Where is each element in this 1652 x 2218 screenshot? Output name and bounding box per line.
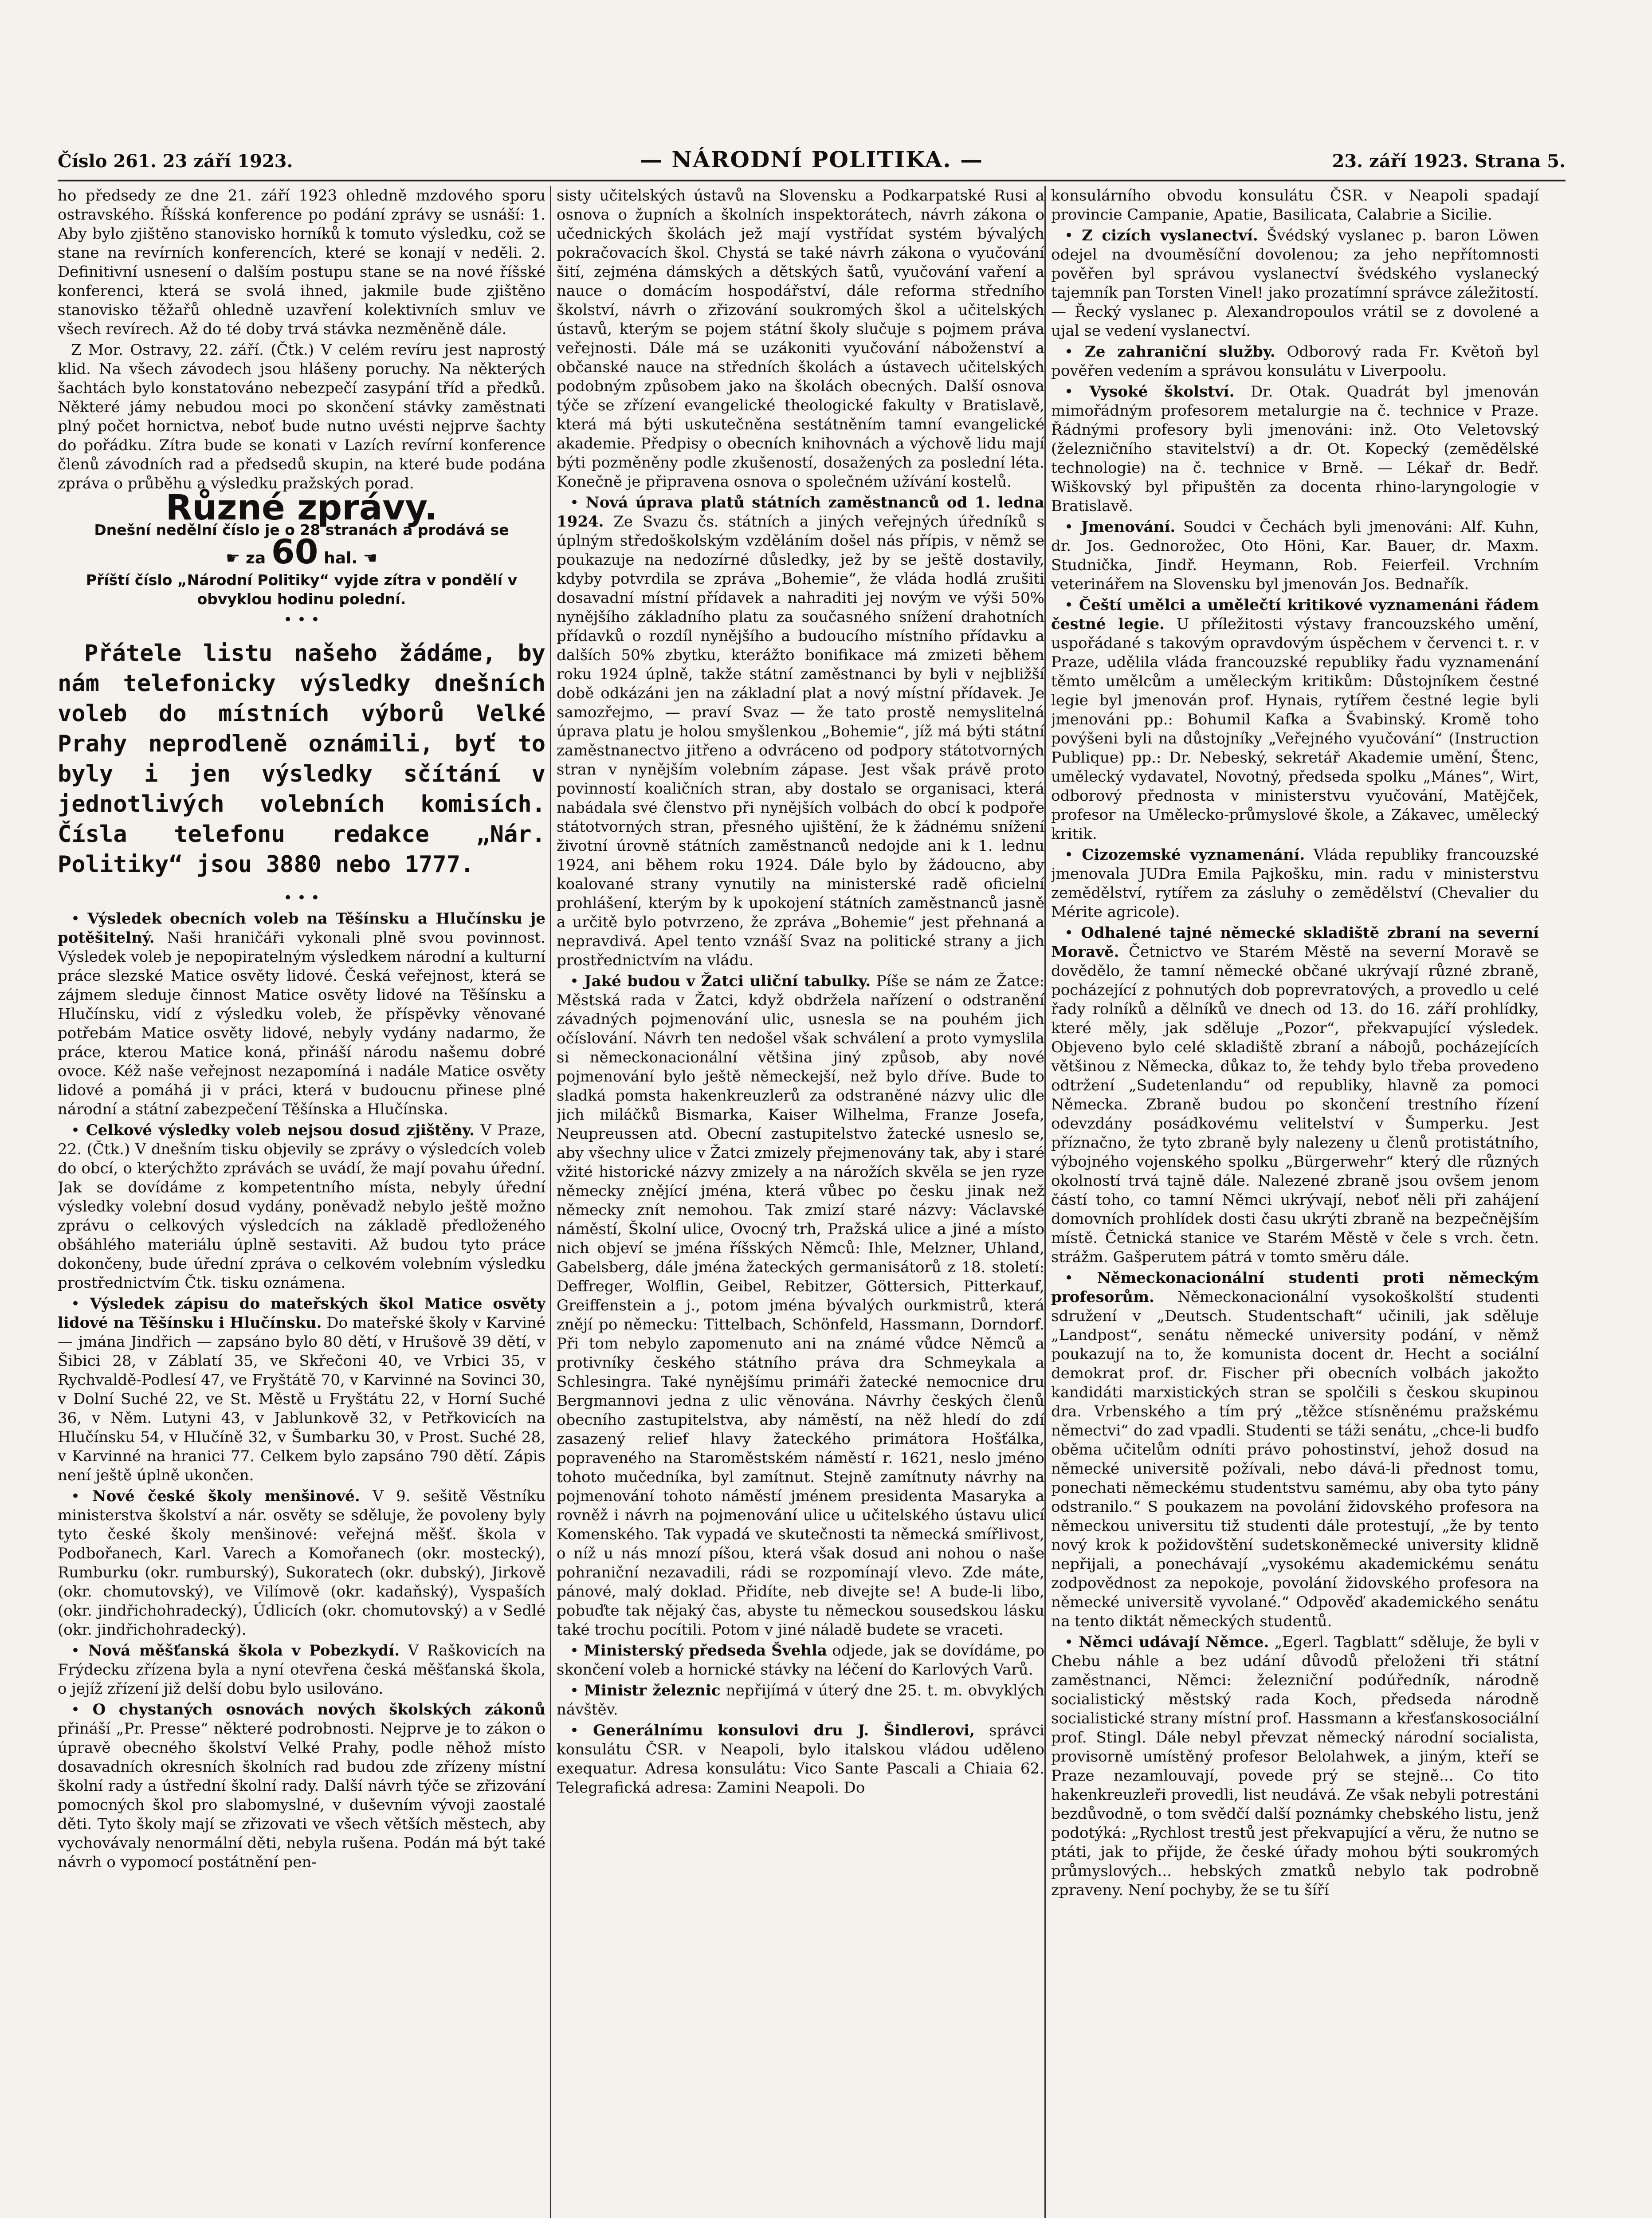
article: • Jaké budou v Žatci uliční tabulky. Píše se nám ze Žatce: Městská rada v Žatci, když obdržela nařízení o odstranění závadných pojmenování ulic, usnesla se na pouhém jich očíslování. Návrh ten nedošel však schválení a proto vymyslila si německonacionální většina jiný způsob, aby nové pojmenování bylo ještě německejší, než bylo dříve. Bude to sladká pomsta hakenkreuzlerů za odstraněné názvy ulic dle jich miláčků Bismarka, Kaiser Wilhelma, Franze Josefa, Neupreussen atd. Obecní zastupitelstvo žatecké usneslo se, aby všechny ulice v Žatci zmizely přejmenovány tak, aby i staré vžité historické názvy zmizely a na nárožích skvěla se jen ryze německy znějící jména, která vůbec po česku jinak než německy znít nemohou. Tak zmizí staré názvy: Václavské náměstí, Školní ulice, Ovocný trh, Pražská ulice a jiné a místo nich objeví se jména říšských Němců: Ihle, Melzner, Uhland, Gabelsberg, dále jména žateckých germanisátorů z 18. století: Deffreger, Wolflin, Geibel, Rebitzer, Göttersich, Pitterkauf, Greiffenstein a j., potom jména bývalých ourkmistrů, která znějí po německu: Tittelbach, Schönfeld, Hassmann, Dorndorf. Při tom nebylo zapomenuto ani na známé vůdce Němců a protivníky českého státního práva dra Schmeykala a Schlesingra. Také nynějšímu primáři žatecké nemocnice dru Bergmannovi jedna z ulic věnována. Návrhy českých členů obecního zastupitelstva, aby náměstí, na něž hledí do zdí zasazený relief hlavy žateckého primátora Hošťálka, popraveného na Staroměstském náměstí r. 1621, neslo jméno tohoto mučedníka, byl zamítnut. Stejně zamítnuty návrhy na pojmenování tohoto náměstí jménem presidenta Masaryka a rovněž i návrh na pojmenování ulice u učitelského ústavu ulicí Komenského. Tak vypadá ve skutečnosti ta německá smířlivost, o níž u nás mnozí píšou, která však dosud ani nohou o naše pohraniční nezavadili, rádi se rozpomínají vlevo. Zde máte, pánové, malý doklad. Přidíte, neb divejte se! A bude-li libo, pobuďte tak nějaký čas, abyste tu německou sousedskou lásku také trochu pocítili. Potom v jiné náladě budete se vraceti.: [557, 972, 1044, 1639]
article: • Němci udávají Němce. „Egerl. Tagblatt“ sděluje, že byli v Chebu náhle a bez udání důvodů přeloženi tři státní zaměstnanci, Němci: železniční podúředník, národně socialistický městský rada Koch, předseda národně socialistické strany místní prof. Hassmann a křesťanskosociální prof. Stingl. Dále nebyl převzat německý národní socialista, provisorně umístěný profesor Belolahwek, a jiným, kteří se Praze nezamlouvají, povede prý se stejně... Co tito hakenkreuzleři provedli, list neudává. Ze však nebyli potrestáni bezdůvodně, o tom svědčí další poznámky chebského listu, jenž podotýká: „Rychlost trestů jest překvapující a věru, že nutno se ptáti, jak to přijde, že české úřady mohou býti soukromých průmyslových... hebských zmatků nebylo tak podrobně zpraveny. Není pochyby, že se tu šíří: [1051, 1633, 1539, 1899]
article-ostrava: Z Mor. Ostravy, 22. září. (Čtk.) V celém revíru jest naprostý klid. Na všech závodech jsou hlášeny poruchy. Na některých šachtách bylo konstatováno nebezpečí zasypání tříd a předků. Některé jámy nebudou moci po skončení stávky zaměstnati plný počet hornictva, neboť bude nutno uvésti nejprve šachty do pořádku. Zítra bude se konati v Lazích revírní konference členů závodních rad a předsedů skupin, na které bude podána zpráva o průběhu a výsledku pražských porad.: [58, 341, 545, 492]
article-continuation: ho předsedy ze dne 21. září 1923 ohledně mzdového sporu ostravského. Říšská konference po podání zprávy se usnáší: 1. Aby bylo zjištěno stanovisko horníků k tomuto výsledku, což se stane na revírních konferencích, které se konají v neděli. 2. Definitivní usnesení o dalším postupu stane se na nové říšské konferenci, která se svolá ihned, jakmile bude zjištěno stanovisko těžařů ohledně uzavření kolektivních smluv ve všech revírech. Až do té doby trvá stávka nezměněně dále.: [58, 187, 545, 338]
header-rule: [58, 180, 1566, 181]
sunday-notice: Dnešní nedělní číslo je o 28 stranách a prodává se: [94, 521, 509, 539]
reader-appeal: Přátele listu našeho žádáme, by nám telefonicky výsledky dnešních voleb do místních výborů Velké Prahy neprodleně oznámili, byť to byly i jen výsledky sčítání v jednotlivých volebních komisích. Čísla telefonu redakce „Nár. Politiky“ jsou 3880 nebo 1777.: [58, 640, 545, 878]
article-continuation: konsulárního obvodu konsulátu ČSR. v Neapoli spadají provincie Campanie, Apatie, Basilicata, Calabrie a Sicilie.: [1051, 187, 1539, 224]
article: • Odhalené tajné německé skladiště zbraní na severní Moravě. Četnictvo ve Starém Městě na severní Moravě se dovědělo, že tamní německé občané ukrývají různé zbraně, pocházející z pohnutých dob poprevratových, a provedlo u celé řady rolníků a dělníků ve dnech od 13. do 16. září prohlídky, které měly, jak sděluje „Pozor“, překvapující výsledek. Objeveno bylo celé skladiště zbraní a nábojů, pocházejících většinou z Německa, důkaz to, že tehdy bylo třeba provedeno odtržení „Sudetenlandu“ od republiky, hlavně za pomoci Německa. Zbraně budou po skončení trestního řízení odevzdány posádkovému velitelství v Šumperku. Jest příznačno, že tyto zbraně byly nalezeny u členů protistátního, výbojného vojenského spolku „Bürgerwehr“ který dle různých okolností trvá tajně dále. Nalezené zbraně jsou ovšem jenom částí toho, co tamní Němci ukrývají, neboť něli při zahájení domovních prohlídek dosti času ukrýti zbraně na bezpečnějším místě. Četnická stanice ve Starém Městě v čele s vrch. četn. strážm. Gašperutem pátrá v tomto směru dále.: [1051, 924, 1539, 1266]
article: • Celkové výsledky voleb nejsou dosud zjištěny. V Praze, 22. (Čtk.) V dnešním tisku objevily se zprávy o výsledcích voleb do obcí, o kterýchžto zprávách se uvádí, že mají povahu úřední. Jak se dovídáme z kompetentního místa, nebyly úřední výsledky volební dosud vydány, poněvadž nebylo ještě možno zprávu o celkových výsledcích na základě předloženého obšáhlého materiálu úplně sestaviti. Až budou tyto práce dokončeny, bude úřední zpráva o celkovém volebním výsledku prostřednictvím Čtk. tisku oznámena.: [58, 1121, 545, 1292]
article: • Německonacionální studenti proti německým profesorům. Německonacionální vysokoškolští studenti sdružení v „Deutsch. Studentschaft“ učinili, jak sděluje „Landpost“, senátu německé university podání, v němž poukazují na to, že komunista docent dr. Hecht a sociální demokrat prof. dr. Fischer při obecních volbách jakožto kandidáti marxistických stran se spolčili s českou skupinou dra. Vrbenského a tím prý „těžce stísněnému pražskému němectvi“ do zad vpadli. Studenti se táži senátu, „chce-li budfo oběma učitelům odníti právo pohostinství, jehož dosud na německé universitě požívali, nebo dává-li přednost tomu, ponechati německému studentstvu samému, aby oba tyto pány odstranilo.“ S poukazem na povolání židovského profesora na německou universitu tiž studenti dále protestují, „že by tento nový krok k požidovštění sudetskoněmecké university klidně nepřijali, a ponechávají „vysokému akademickému senátu zodpovědnost za nepokoje, povolání židovského profesora na německé universitě vyvolané.“ Odpověď akademického senátu na tento diktát německých studentů.: [1051, 1269, 1539, 1630]
article: • Ministr železnic nepřijímá v úterý dne 25. t. m. obvyklých návštěv.: [557, 1682, 1044, 1719]
section-title: Různé zprávy.: [165, 488, 438, 528]
article: • Nové české školy menšinové. V 9. sešitě Věstníku ministerstva školství a nár. osvěty se sděluje, že povoleny byly tyto české školy menšinové: veřejná měšť. škola v Podbořanech, Karl. Varech a Komořanech (okr. mostecký), Rumburku (okr. rumburský), Sukoratech (okr. dubský), Jirkově (okr. chomutovský), ve Vilímově (okr. kadaňský), Vyspaších (okr. jindřichohradecký), Údlicích (okr. chomutovský) a v Sedlé (okr. jindřichohradecký).: [58, 1487, 545, 1639]
separator-dots: • • •: [283, 889, 320, 907]
article: • Ministerský předseda Švehla odjede, jak se dovídáme, po skončení voleb a hornické stávky na léčení do Karlových Varů.: [557, 1642, 1044, 1679]
masthead-title: — NÁRODNÍ POLITIKA. —: [640, 146, 984, 173]
column-divider: [1044, 186, 1046, 2218]
article: • O chystaných osnovách nových školských zákonů přináší „Pr. Presse“ některé podrobnosti. Nejprve je to zákon o úpravě obecného školství Velké Prahy, podle něhož místo dosavadních okresních školních rad budou zde zřízeny místní školní rady a ústřední školní rady. Další návrh týče se zřizování pomocných škol pro slabomyslné, v duševním vývoji zaostalé děti. Tyto školy mají se zřizovati ve všech větších městech, aby vychovávaly nenormální děti, nebyla rušena. Podán má být také návrh o vypomocí postátnění pen-: [58, 1701, 545, 1871]
price-value: 60: [271, 532, 318, 571]
article: • Vysoké školství. Dr. Otak. Quadrát byl jmenován mimořádným profesorem metalurgie na č. technice v Praze. Řádnými profesory byli jmenováni: inž. Oto Veletovský (železničního stavitelství) a dr. Ot. Kopecký (zemědělské technologie) na č. technice v Brně. — Lékař dr. Bedř. Wiškovský byl připuštěn za docenta rhino-laryngologie v Bratislavě.: [1051, 383, 1539, 515]
article: • Výsledek zápisu do mateřských škol Matice osvěty lidové na Těšínsku i Hlučínsku. Do mateřské školy v Karviné — jmána Jindřich — zapsáno bylo 80 dětí, v Hrušově 39 dětí, v Šibici 28, v Záblatí 35, ve Skřečoni 40, ve Vrbici 35, v Rychvaldě-Podlesí 47, ve Fryštátě 70, v Karvinné na Sovinci 30, v Dolní Suché 22, ve St. Městě u Fryštátu 22, v Horní Suché 36, v Něm. Lutyni 43, v Jablunkově 32, v Petřkovicích na Hlučínsku 54, v Hlučíně 32, v Šumbarku 30, v Prost. Suché 28, v Karvinné na hranici 77. Celkem bylo zapsáno 790 dětí. Zápis není ještě úplně ukončen.: [58, 1295, 545, 1484]
article: • Jmenování. Soudci v Čechách byli jmenováni: Alf. Kuhn, dr. Jos. Gednorožec, Oto Höni, Kar. Bauer, dr. Maxm. Studnička, Jindř. Heymann, Rob. Feierfeil. Vrchním veterinářem na Slovensku byl jmenován Jos. Bednařík.: [1051, 518, 1539, 593]
price-line: ☛ za 60 hal. ☚: [226, 532, 377, 571]
hand-pointer-icon: ☛: [226, 549, 246, 567]
column-divider: [550, 186, 551, 2218]
article: • Z cizích vyslanectví. Švédský vyslanec p. baron Löwen odejel na dvouměsíční dovolenou; za jeho nepřítomnosti pověřen byl správou vyslanectví švédského vyslanecký tajemník pan Torsten Vinel! jako prozatímní správce záležitostí. — Řecký vyslanec p. Alexandropoulos vrátil se z dovolené a ujal se vedení vyslanectví.: [1051, 227, 1539, 340]
hand-pointer-icon: ☚: [363, 549, 377, 567]
article: • Generálnímu konsulovi dru J. Šindlerovi, správci konsulátu ČSR. v Neapoli, bylo italskou vládou uděleno exequatur. Adresa konsulátu: Vico Sante Pascali a Chiaia 62. Telegrafická adresa: Zamini Neapoli. Do: [557, 1722, 1044, 1797]
article: • Ze zahraniční služby. Odborový rada Fr. Květoň byl pověřen vedením a správou konsulátu v Liverpoolu.: [1051, 343, 1539, 380]
date-page-number: 23. září 1923. Strana 5.: [1332, 151, 1566, 172]
separator-dots: • • •: [283, 611, 320, 629]
column-3: [1051, 186, 1539, 2218]
column-2: [557, 186, 1044, 2218]
article-continuation: sisty učitelských ústavů na Slovensku a Podkarpatské Rusi a osnova o župních a školních inspektorátech, návrh zákona o učednických školách jež mají vystřídat systém bývalých pokračovacích škol. Chystá se také návrh zákona o vyučování šití, zejména dámských a dětských šatů, vyučování vaření a nauce o domácím hospodářství, dále reforma středního školství, návrh o zřizování soukromých škol a učitelských ústavů, kterým se pojem státní školy slučuje s pojmem práva veřejnosti. Dále má se uzákoniti vyučování náboženství a občanské nauce na středních školách a ústavech učitelských podobným způsobem jako na školách obecných. Další osnova týče se zřízení evangelické theologické fakulty v Bratislavě, která má býti uskutečněna sestátněním tamní evangelické akademie. Předpisy o obecních knihovnách a výchově lidu mají býti pozměněny podle zkušeností, dosažených za poslední léta. Konečně je připravena osnova o společném užívání kostelů.: [557, 187, 1044, 491]
article: • Výsledek obecních voleb na Těšínsku a Hlučínsku je potěšitelný. Naši hraničáři vykonali plně svou povinnost. Výsledek voleb je nepopiratelným výsledkem národní a kulturní práce slezské Matice osvěty lidové. Česká veřejnost, která se zájmem sleduje činnost Matice osvěty lidové na Těšínsku a Hlučínsku, vidí z výsledku voleb, že příspěvky věnované potřebám Matice osvěty lidové, nebyly vydány nadarmo, že práce, kterou Matice koná, přináší národu našemu dobré ovoce. Kéž naše veřejnost nezapomíná i nadále Matice osvěty lidové a pomáhá ji v práci, která v budoucnu přinese plné národní a státní zabezpečení Těšínska a Hlučínska.: [58, 910, 545, 1118]
column-1: [58, 186, 545, 2218]
article: • Čeští umělci a umělečtí kritikové vyznamenáni řádem čestné legie. U příležitosti výstavy francouzského umění, uspořádané s takovým opravdovým úspěchem v červenci t. r. v Praze, udělila vláda francouzské republiky řadu vyznamenání těmto umělcům a uměleckým kritikům: Důstojníkem čestné legie byl jmenován prof. Hynais, rytířem čestné legie byli jmenováni pp.: Bohumil Kafka a Švabinský. Kromě toho povýšeni byli na důstojníky „Veřejného vyučování“ (Instruction Publique) pp.: Dr. Nebeský, sekretář Akademie umění, Štenc, umělecký vydavatel, Novotný, předseda spolku „Mánes“, Wirt, odborový přednosta v ministerstvu vyučování, Matějček, profesor na Umělecko-průmyslové škole, a Zákavec, umělecký kritik.: [1051, 596, 1539, 843]
issue-number-date: Číslo 261. 23 září 1923.: [58, 151, 293, 172]
article: • Nová měšťanská škola v Pobezkydí. V Raškovicích na Frýdecku zřízena byla a nyní otevřena česká měšťanská škola, o jejíž zřízení již delší dobu bylo usilováno.: [58, 1642, 545, 1698]
next-issue-notice: Příští číslo „Národní Politiky“ vyjde zítra v pondělí v obvyklou hodinu polední.: [86, 571, 518, 608]
article: • Cizozemské vyznamenání. Vláda republiky francouzské jmenovala JUDra Emila Pajkošku, min. radu v ministerstvu zemědělství, rytířem za zásluhy o zemědělství (Chevalier du Mérite agricole).: [1051, 846, 1539, 921]
page-header: [58, 142, 1566, 182]
article: • Nová úprava platů státních zaměstnanců od 1. ledna 1924. Ze Svazu čs. státních a jiných veřejných úředníků s úplným středoškolským vzděláním došel nás přípis, v němž se poukazuje na nedozírné důsledky, jež by se ještě dostavily, kdyby potvrdila se zpráva „Bohemie“, že vláda hodlá zrušiti dosavadní místní přídavek a nahraditi jej novým ve výši 50% nynějšího základního platu za současného snížení drahotních přídavků o rozdíl nynějšího a budoucího místního přídavku a dalších 50% zbytku, kterážto bonifikace má zmizeti během roku 1924 úplně, takže státní zaměstnanci by byli v nejbližší době odkázáni jen na základní plat a nový místní přídavek. Je samozřejmo, — praví Svaz — že tato prostě nemyslitelná úprava platu je holou smyšlenkou „Bohemie“, jíž má býti státní zaměstnanectvo jitřeno a odvráceno od podpory státotvorných stran v nynějším volebním zápase. Jest však právě proto povinností koaličních stran, aby dostalo se organisaci, která nabádala své členstvo při nynějších volbách do obcí k podpoře státotvorných stran, přesného ujištění, že k žádnému snížení životní úrovně státních zaměstnanců nedojde ani k 1. lednu 1924, ani během roku 1924. Dále bylo by žádoucno, aby koalované strany vynutily na ministerské radě oficielní prohlášení, kterým by k upokojení státních zaměstnanců jasně a určitě bylo potvrzeno, že zpráva „Bohemie“ jest přehnaná a nepravdivá. Apel tento vznáší Svaz na politické strany a jich prostřednictvím na vládu.: [557, 494, 1044, 969]
